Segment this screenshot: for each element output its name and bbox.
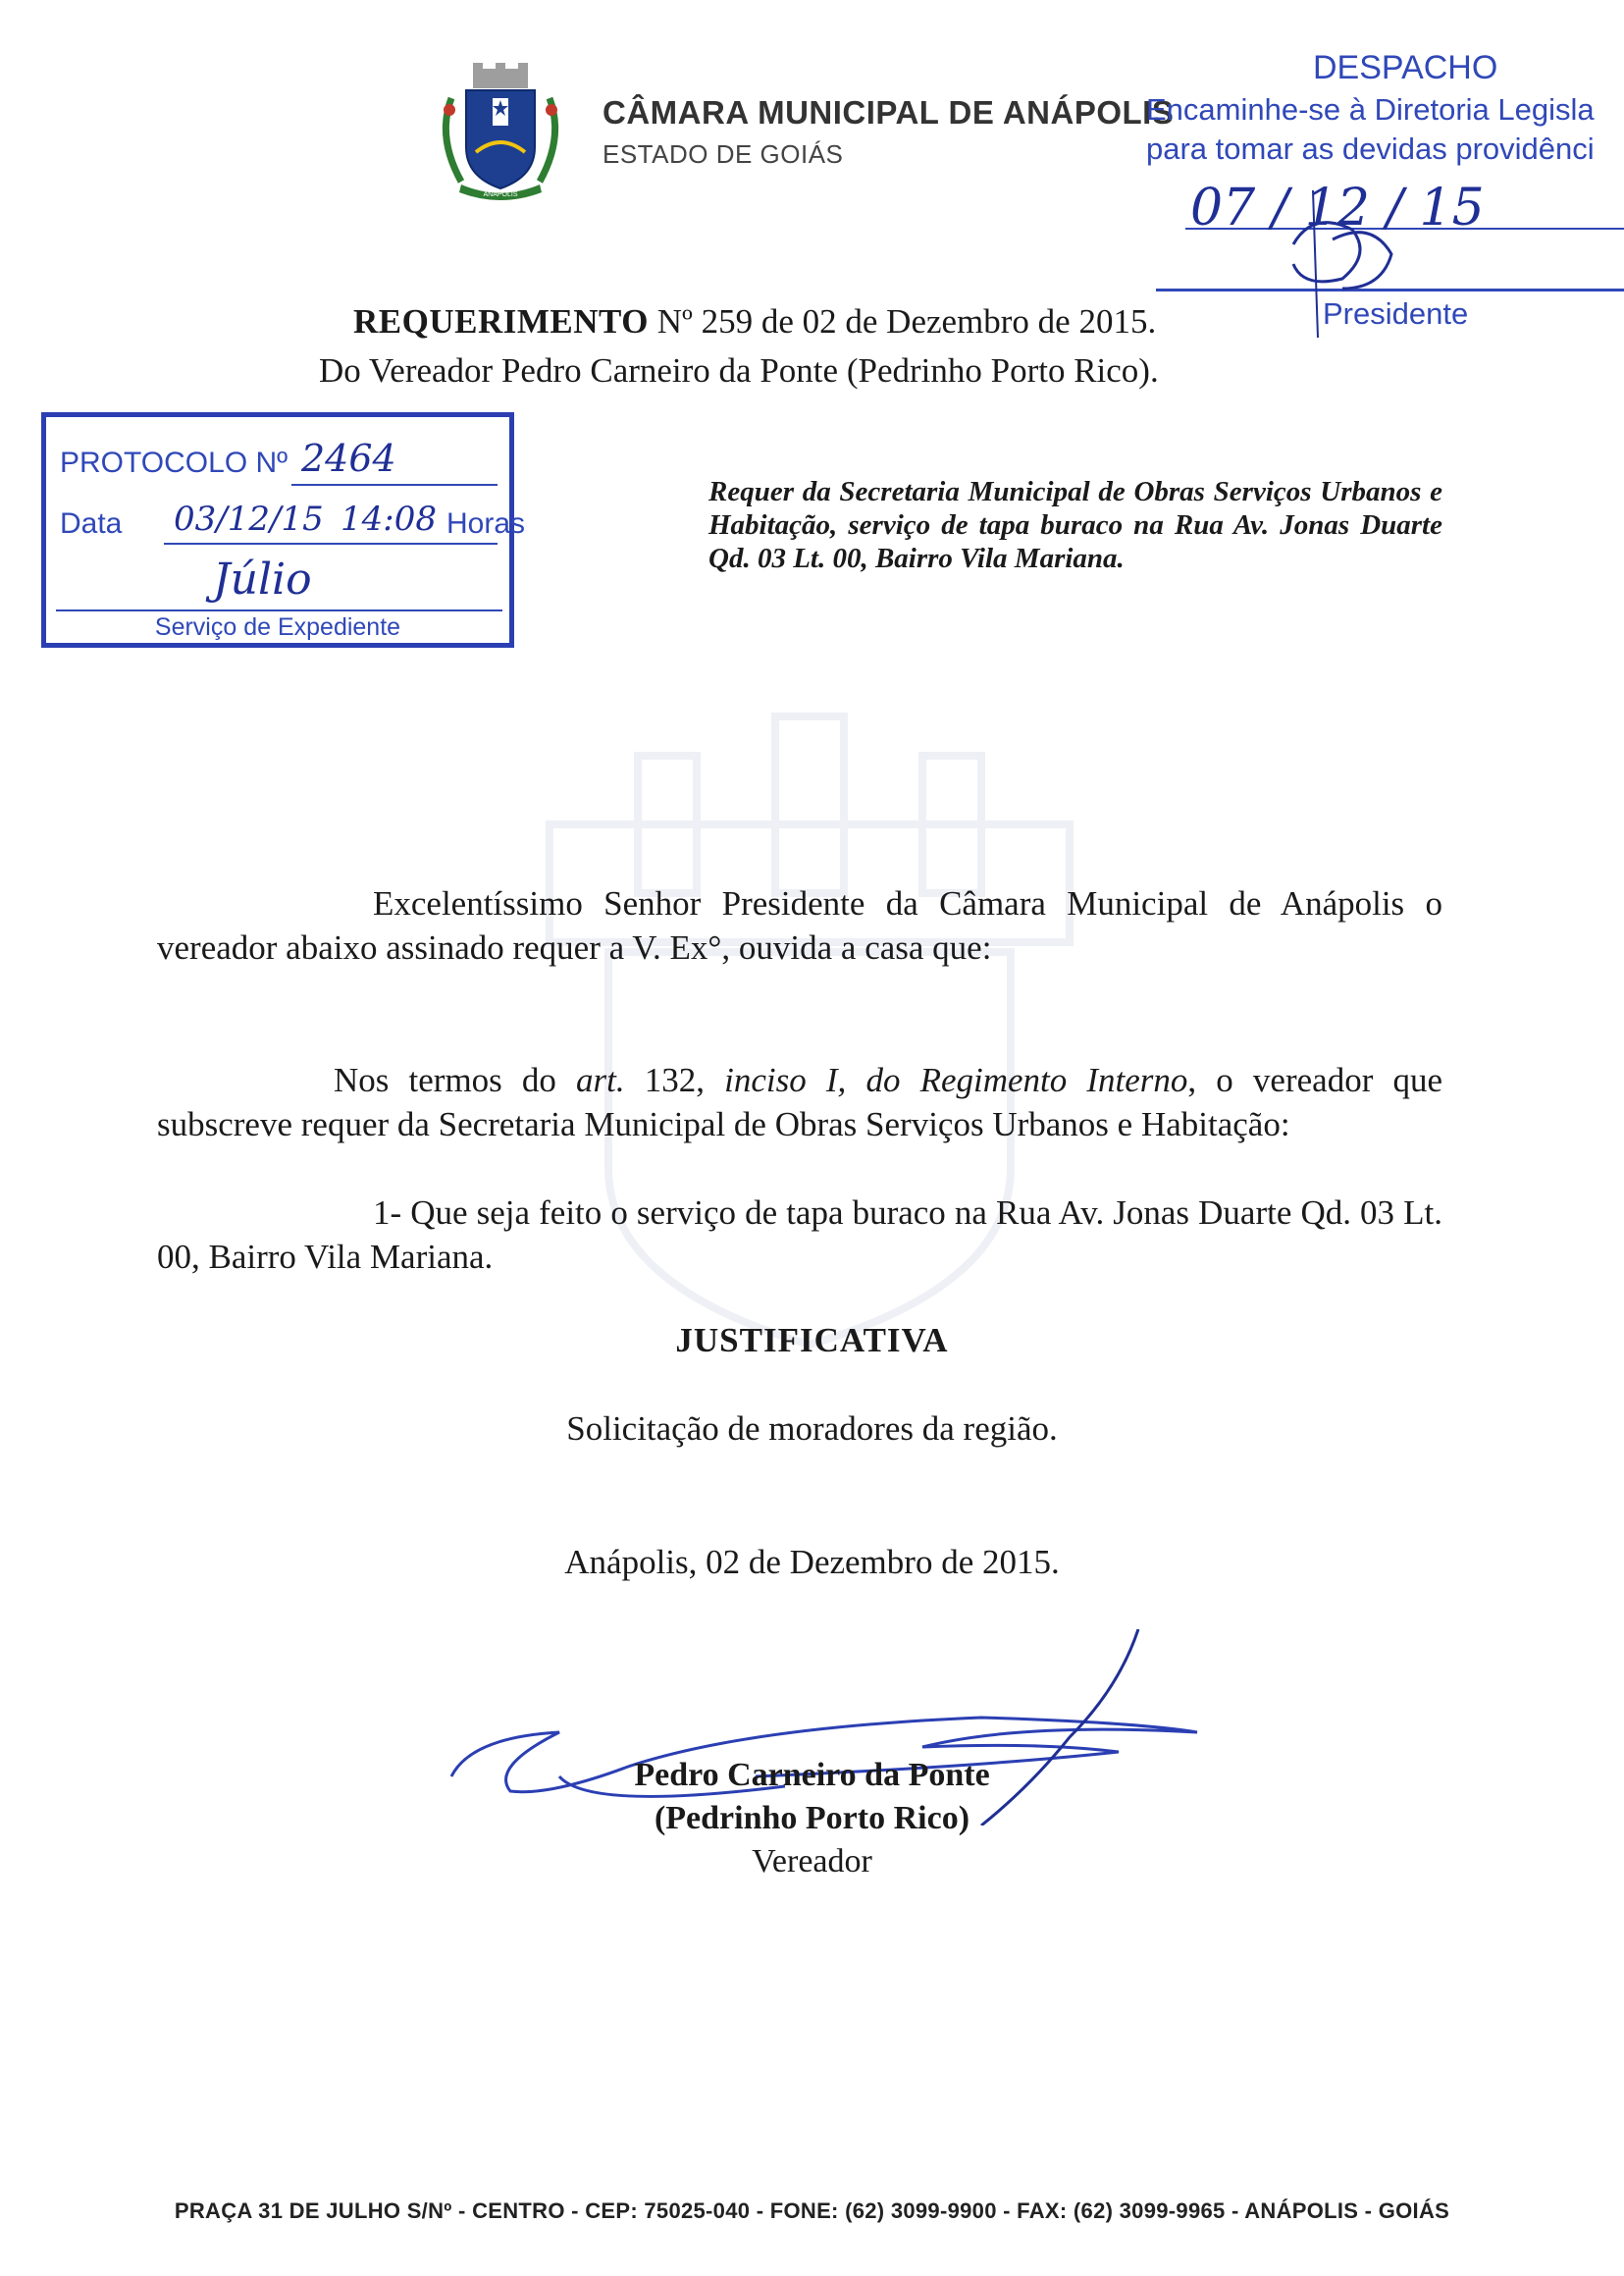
requerimento-label: REQUERIMENTO bbox=[353, 302, 649, 341]
protocolo-handwritten-name: Júlio bbox=[213, 555, 312, 605]
justificativa-text: Solicitação de moradores da região. bbox=[566, 1409, 1058, 1448]
protocolo-date-label: Data bbox=[60, 507, 123, 540]
p2-number: 132, bbox=[644, 1061, 725, 1099]
protocolo-number-value: 2464 bbox=[301, 437, 396, 480]
p2-regimento: inciso I, do Regimento Interno bbox=[724, 1061, 1188, 1099]
place-date: Anápolis, 02 de Dezembro de 2015. bbox=[564, 1543, 1060, 1581]
protocolo-time-value: 14:08 bbox=[341, 500, 437, 539]
signature-ink bbox=[432, 1629, 1236, 1826]
protocolo-signature-line bbox=[56, 609, 502, 611]
despacho-line-2: para tomar as devidas providênci bbox=[1146, 132, 1595, 166]
p2-text-a: Nos termos do bbox=[334, 1061, 577, 1099]
org-state: ESTADO DE GOIÁS bbox=[602, 139, 844, 169]
signatory-role: Vereador bbox=[752, 1843, 872, 1879]
protocolo-time-suffix: Horas bbox=[446, 507, 526, 540]
org-name: CÂMARA MUNICIPAL DE ANÁPOLIS bbox=[602, 94, 1175, 131]
protocolo-date-line bbox=[164, 543, 498, 545]
protocolo-date-value: 03/12/15 bbox=[174, 500, 324, 539]
protocolo-stamp bbox=[41, 412, 526, 648]
municipal-crest-logo bbox=[432, 59, 569, 206]
requerimento-title bbox=[353, 302, 1156, 342]
justificativa-title: JUSTIFICATIVA bbox=[675, 1321, 949, 1359]
signatory-name: Pedro Carneiro da Ponte bbox=[634, 1757, 990, 1793]
body-paragraph-1: Excelentíssimo Senhor Presidente da Câmara Municipal de Anápolis o vereador abaixo assinado requer a V. Ex°, ouvida a casa que: bbox=[157, 884, 1442, 967]
requer-summary: Requer da Secretaria Municipal de Obras Serviços Urbanos e Habitação, serviço de tapa buraco na Rua Av. Jonas Duarte Qd. 03 Lt. 00, Bairro Vila Mariana. bbox=[708, 476, 1442, 574]
protocolo-number-label: PROTOCOLO Nº bbox=[60, 447, 288, 479]
body-paragraph-2 bbox=[157, 1058, 1442, 1146]
protocolo-number-line bbox=[291, 484, 498, 486]
despacho-handwritten-date: 07 / 12 / 15 bbox=[1190, 179, 1485, 238]
p2-art: art. bbox=[576, 1061, 645, 1099]
protocolo-footer: Serviço de Expediente bbox=[154, 613, 401, 641]
despacho-title: DESPACHO bbox=[1313, 49, 1498, 86]
requerimento-number-date: Nº 259 de 02 de Dezembro de 2015. bbox=[648, 302, 1157, 341]
crest-banner-text: ANÁPOLIS bbox=[483, 191, 518, 198]
footer-address: PRAÇA 31 DE JULHO S/Nº - CENTRO - CEP: 75025-040 - FONE: (62) 3099-9900 - FAX: (62) 3099-9965 - ANÁPOLIS - GOIÁS bbox=[174, 2198, 1450, 2223]
body-item-1: 1- Que seja feito o serviço de tapa buraco na Rua Av. Jonas Duarte Qd. 03 Lt. 00, Bairro Vila Mariana. bbox=[157, 1193, 1442, 1276]
despacho-line-1: Encaminhe-se à Diretoria Legisla bbox=[1146, 92, 1595, 127]
despacho-handwriting bbox=[1146, 43, 1624, 343]
signatory-nickname: (Pedrinho Porto Rico) bbox=[654, 1800, 970, 1836]
requerimento-author: Do Vereador Pedro Carneiro da Ponte (Pedrinho Porto Rico). bbox=[319, 351, 1159, 390]
despacho-stamp bbox=[1146, 43, 1624, 343]
despacho-signatory: Presidente bbox=[1323, 296, 1469, 331]
p2-text-e: , o vereador que subscreve requer da Secretaria Municipal de Obras Serviços Urbanos e Habitação: bbox=[157, 1061, 1443, 1143]
